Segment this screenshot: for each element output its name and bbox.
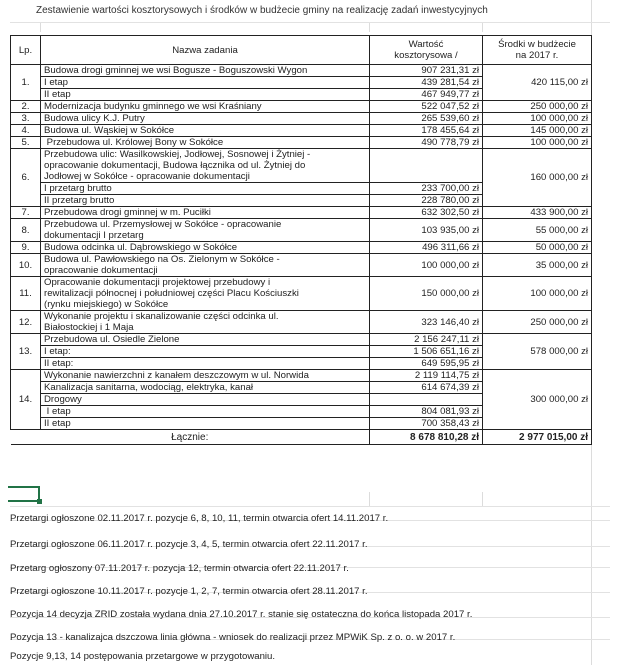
total-value: 8 678 810,28 zł	[370, 430, 483, 445]
row-lp: 8.	[11, 219, 41, 242]
row-name: Przebudowa ul. Przemysłowej w Sokółce - opracowanie dokumentacji I przetarg	[41, 219, 370, 242]
row-budget: 160 000,00 zł	[483, 149, 592, 207]
row-name: II przetarg brutto	[41, 195, 370, 207]
row-lp: 10.	[11, 254, 41, 277]
row-budget: 145 000,00 zł	[483, 125, 592, 137]
row-name: Opracowanie dokumentacji projektowej przebudowy i rewitalizacji północnej i południowej części Placu Kościuszki (rynku miejskiego) w Sokółce	[41, 277, 370, 311]
row-budget: 250 000,00 zł	[483, 311, 592, 334]
note: Przetargi ogłoszone 10.11.2017 r. pozycje 1, 2, 7, termin otwarcia ofert 28.11.2017 r.	[10, 586, 368, 597]
header-lp: Lp.	[11, 36, 41, 65]
header-row	[11, 36, 592, 65]
gridline	[369, 492, 370, 506]
table-row	[11, 311, 592, 334]
row-lp: 2.	[11, 101, 41, 113]
row-value: 323 146,40 zł	[370, 311, 483, 334]
row-name: I przetarg brutto	[41, 183, 370, 195]
row-lp: 13.	[11, 334, 41, 370]
row-name: I etap:	[41, 346, 370, 358]
row-lp: 9.	[11, 242, 41, 254]
row-value: 490 778,79 zł	[370, 137, 483, 149]
table-row	[11, 113, 592, 125]
row-budget: 100 000,00 zł	[483, 137, 592, 149]
note: Pozycje 9,13, 14 postępowania przetargowe w przygotowaniu.	[10, 651, 276, 662]
row-budget: 100 000,00 zł	[483, 277, 592, 311]
row-lp: 5.	[11, 137, 41, 149]
row-budget: 300 000,00 zł	[483, 370, 592, 430]
note: Pozycja 13 - kanalizajca dszczowa linia główna - wniosek do realizacji przez MPWiK Sp. z o. o. w 2017 r.	[10, 632, 456, 643]
gridline	[10, 506, 610, 507]
row-name: Przebudowa ulic: Wasilkowskiej, Jodłowej, Sosnowej i Żytniej - opracowanie dokumentacji, Budowa łącznika od ul. Żytniej do Jodłowej w Sokółce - opracowanie dokumentacji	[41, 149, 370, 183]
row-budget: 433 900,00 zł	[483, 207, 592, 219]
row-value: 228 780,00 zł	[370, 195, 483, 207]
row-budget: 578 000,00 zł	[483, 334, 592, 370]
table-row	[11, 370, 592, 382]
row-name: Przebudowa ul. Królowej Bony w Sokółce	[41, 137, 370, 149]
gridline	[369, 22, 370, 32]
row-value: 614 674,39 zł	[370, 382, 483, 394]
row-value: 649 595,95 zł	[370, 358, 483, 370]
row-value	[370, 149, 483, 183]
row-lp: 11.	[11, 277, 41, 311]
row-name: Modernizacja budynku gminnego we wsi Kraśniany	[41, 101, 370, 113]
row-value	[370, 394, 483, 406]
row-value: 178 455,64 zł	[370, 125, 483, 137]
table-row	[11, 125, 592, 137]
row-name: Przebudowa drogi gminnej w m. Puciłki	[41, 207, 370, 219]
table-row	[11, 219, 592, 242]
row-value: 265 539,60 zł	[370, 113, 483, 125]
row-lp: 12.	[11, 311, 41, 334]
table-row	[11, 254, 592, 277]
table-row	[11, 65, 592, 77]
row-value: 2 119 114,75 zł	[370, 370, 483, 382]
row-value: 150 000,00 zł	[370, 277, 483, 311]
row-name: Budowa ul. Pawłowskiego na Os. Zielonym w Sokółce - opracowanie dokumentacji	[41, 254, 370, 277]
gridline	[40, 22, 41, 32]
row-value: 632 302,50 zł	[370, 207, 483, 219]
header-value: Wartość kosztorysowa /	[370, 36, 483, 65]
row-name: I etap	[41, 406, 370, 418]
row-name: Drogowy	[41, 394, 370, 406]
row-value: 100 000,00 zł	[370, 254, 483, 277]
row-name: Kanalizacja sanitarna, wodociąg, elektryka, kanał	[41, 382, 370, 394]
investment-table	[10, 35, 592, 445]
table-row	[11, 207, 592, 219]
total-row	[11, 430, 592, 445]
row-value: 439 281,54 zł	[370, 77, 483, 89]
selected-cell[interactable]	[8, 486, 40, 502]
total-budget: 2 977 015,00 zł	[483, 430, 592, 445]
row-budget: 35 000,00 zł	[483, 254, 592, 277]
row-name: Budowa ulicy K.J. Putry	[41, 113, 370, 125]
row-value: 233 700,00 zł	[370, 183, 483, 195]
table-row	[11, 277, 592, 311]
row-name: Wykonanie nawierzchni z kanałem deszczowym w ul. Norwida	[41, 370, 370, 382]
note: Pozycja 14 decyzja ZRID została wydana dnia 27.10.2017 r. stanie się ostateczna do końca listopada 2017 r.	[10, 609, 473, 620]
row-budget: 50 000,00 zł	[483, 242, 592, 254]
row-budget: 250 000,00 zł	[483, 101, 592, 113]
table-row	[11, 101, 592, 113]
row-value: 522 047,52 zł	[370, 101, 483, 113]
row-value: 804 081,93 zł	[370, 406, 483, 418]
row-budget: 100 000,00 zł	[483, 113, 592, 125]
table-row	[11, 149, 592, 183]
row-name: Budowa ul. Wąskiej w Sokółce	[41, 125, 370, 137]
row-lp: 6.	[11, 149, 41, 207]
row-name: Budowa odcinka ul. Dąbrowskiego w Sokółce	[41, 242, 370, 254]
header-budget: Środki w budżecie na 2017 r.	[483, 36, 592, 65]
row-lp: 14.	[11, 370, 41, 430]
sheet-title: Zestawienie wartości kosztorysowych i środków w budżecie gminy na realizację zadań inwestycyjnych	[36, 5, 488, 16]
gridline	[482, 22, 483, 32]
row-value: 700 358,43 zł	[370, 418, 483, 430]
row-name: II etap	[41, 89, 370, 101]
table-row	[11, 137, 592, 149]
total-label: Łącznie:	[11, 430, 370, 445]
row-name: II etap:	[41, 358, 370, 370]
row-budget: 420 115,00 zł	[483, 65, 592, 101]
row-budget: 55 000,00 zł	[483, 219, 592, 242]
row-name: Budowa drogi gminnej we wsi Bogusze - Boguszowski Wygon	[41, 65, 370, 77]
row-name: Wykonanie projektu i skanalizowanie części odcinka ul. Białostockiej i 1 Maja	[41, 311, 370, 334]
row-value: 467 949,77 zł	[370, 89, 483, 101]
table-row	[11, 334, 592, 346]
row-name: I etap	[41, 77, 370, 89]
gridline	[10, 22, 610, 23]
row-name: Przebudowa ul. Osiedle Zielone	[41, 334, 370, 346]
note: Przetargi ogłoszone 06.11.2017 r. pozycje 3, 4, 5, termin otwarcia ofert 22.11.2017 r.	[10, 539, 368, 550]
note: Przetarg ogłoszony 07.11.2017 r. pozycja 12, termin otwarcia ofert 22.11.2017 r.	[10, 563, 349, 574]
note: Przetargi ogłoszone 02.11.2017 r. pozycje 6, 8, 10, 11, termin otwarcia ofert 14.11.2017 r.	[10, 513, 389, 524]
row-name: II etap	[41, 418, 370, 430]
row-value: 496 311,66 zł	[370, 242, 483, 254]
row-value: 1 506 651,16 zł	[370, 346, 483, 358]
header-name: Nazwa zadania	[41, 36, 370, 65]
row-lp: 7.	[11, 207, 41, 219]
row-value: 2 156 247,11 zł	[370, 334, 483, 346]
gridline	[482, 492, 483, 506]
row-value: 907 231,31 zł	[370, 65, 483, 77]
row-lp: 4.	[11, 125, 41, 137]
row-lp: 3.	[11, 113, 41, 125]
row-lp: 1.	[11, 65, 41, 101]
table-row	[11, 242, 592, 254]
row-value: 103 935,00 zł	[370, 219, 483, 242]
